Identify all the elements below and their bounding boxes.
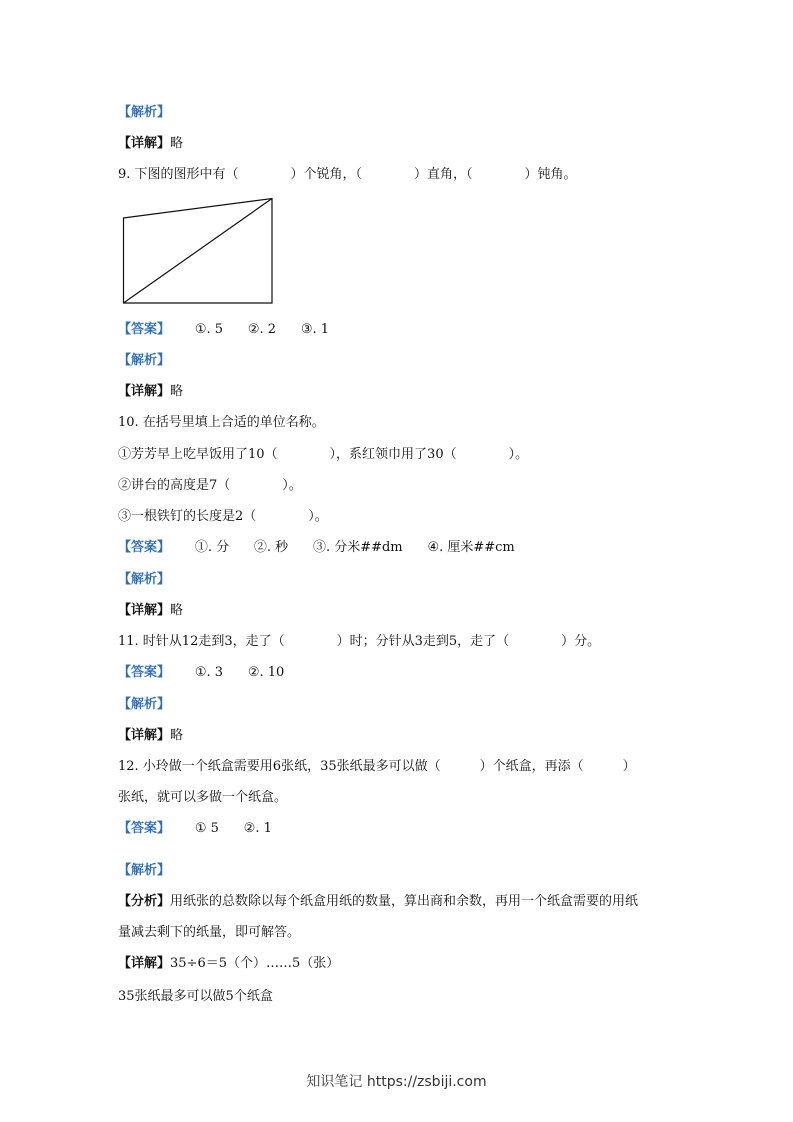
question-9: 9. 下图的图形中有（ ）个锐角，（ ）直角，（ ）钝角。 (118, 167, 577, 182)
question-10-item: ③一根铁钉的长度是2（ ）。 (118, 509, 328, 524)
answer-line: 【答案】 ① 5 ②. 1 (118, 821, 272, 836)
detail-line: 【详解】略 (118, 136, 184, 151)
analysis-label: 【解析】 (118, 572, 171, 587)
analysis-label: 【解析】 (118, 105, 171, 120)
answer-line: 【答案】 ①. 5 ②. 2 ③. 1 (118, 322, 330, 337)
analysis-label: 【解析】 (118, 697, 171, 712)
answer-line: 【答案】 ①. 分 ②. 秒 ③. 分米##dm ④. 厘米##cm (118, 540, 515, 555)
detail-line: 【详解】略 (118, 603, 184, 618)
detail-line: 【详解】略 (118, 728, 184, 743)
question-10: 10. 在括号里填上合适的单位名称。 (118, 415, 325, 430)
detail-line: 【详解】略 (118, 384, 184, 399)
question-10-item: ②讲台的高度是7（ ）。 (118, 478, 302, 493)
figure-rectangle-diagonal (122, 197, 274, 305)
question-10-item: ①芳芳早上吃早饭用了10（ ），系红领巾用了30（ ）。 (118, 447, 529, 462)
analysis-text: 【分析】用纸张的总数除以每个纸盒用纸的数量，算出商和余数，再用一个纸盒需要的用纸 (118, 894, 639, 909)
question-12: 12. 小玲做一个纸盒需要用6张纸，35张纸最多可以做（ ）个纸盒，再添（ ） (118, 759, 636, 774)
answer-line: 【答案】 ①. 3 ②. 10 (118, 665, 285, 680)
analysis-text-cont: 量减去剩下的纸量，即可解答。 (118, 925, 301, 940)
footer-watermark: 知识笔记 https://zsbiji.com (306, 1074, 487, 1090)
question-12-cont: 张纸，就可以多做一个纸盒。 (118, 790, 288, 805)
conclusion-line: 35张纸最多可以做5个纸盒 (118, 989, 273, 1004)
question-11: 11. 时针从12走到3，走了（ ）时；分针从3走到5，走了（ ）分。 (118, 634, 601, 649)
detail-line: 【详解】35÷6＝5（个）……5（张） (118, 956, 340, 971)
analysis-label: 【解析】 (118, 863, 171, 878)
analysis-label: 【解析】 (118, 353, 171, 368)
